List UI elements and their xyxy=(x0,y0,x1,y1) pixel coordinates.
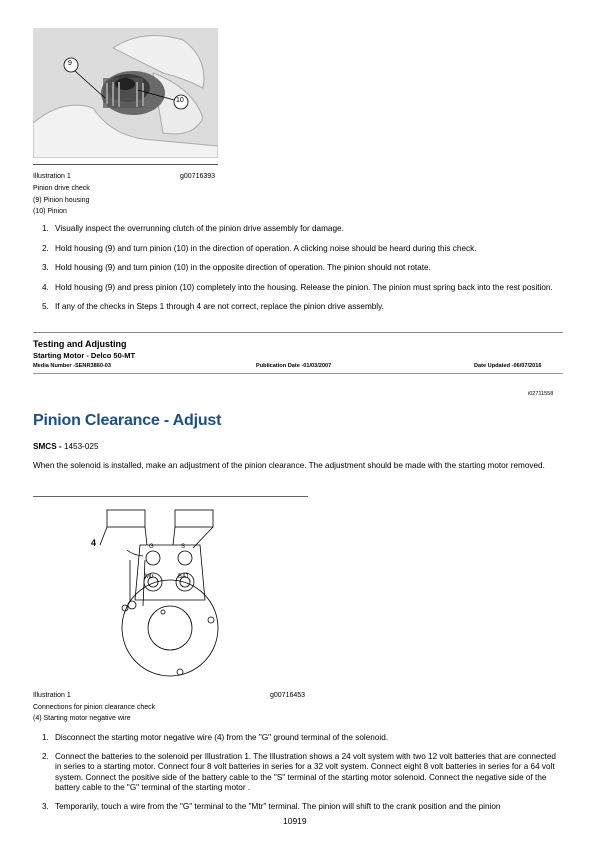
solenoid-connection-diagram xyxy=(85,500,255,685)
list-item: 2. Connect the batteries to the solenoid per Illustration 1. The Illustration shows a 24 volt system with two 12 volt batteries that are connected in series to a starting motor. Connect four 8 volt batteries in series for a 32 volt system. Connect eight 8 volt batteries in series for a 64 volt system. Connect the positive side of the battery cable to the "S" terminal of the starting motor solenoid. Connect the negative side of the battery cable to the "G" terminal of the starting motor . xyxy=(42,751,556,792)
illustration-title: Pinion drive check xyxy=(33,185,90,192)
list-item: 3. Hold housing (9) and turn pinion (10) in the opposite direction of operation. The pinion should not rotate. xyxy=(42,263,431,272)
illustration-item: (4) Starting motor negative wire xyxy=(33,715,131,722)
terminal-s-label: S xyxy=(181,544,186,550)
pinion-drive-photo xyxy=(33,28,218,158)
illustration-code: g00716453 xyxy=(270,692,306,699)
illustration-label: Illustration 1 xyxy=(33,692,71,699)
illustration-code: g00716393 xyxy=(180,173,216,180)
publication-date: Publication Date -01/03/2007 xyxy=(256,363,332,369)
terminal-mtr-label: Mtr xyxy=(145,574,154,580)
list-item: 1. Disconnect the starting motor negative wire (4) from the "G" ground terminal of the solenoid. xyxy=(42,733,389,742)
terminal-g-label: G xyxy=(149,544,154,550)
pinion-check-steps xyxy=(33,224,563,313)
illustration-title: Connections for pinion clearance check xyxy=(33,704,156,711)
page-number: 10919 xyxy=(283,816,307,826)
intro-paragraph: When the solenoid is installed, make an adjustment of the pinion clearance. The adjustment should be made with the starting motor removed. xyxy=(33,461,545,470)
doc-header-subtitle: Starting Motor - Delco 50-MT xyxy=(33,351,136,360)
document-id: i02711558 xyxy=(528,391,554,397)
smcs-line xyxy=(33,441,99,452)
list-item: 1. Visually inspect the overrunning clutch of the pinion drive assembly for damage. xyxy=(42,224,344,233)
caption-rule xyxy=(33,164,218,165)
terminal-bat-label: BAT xyxy=(178,574,190,580)
smcs-label: SMCS - xyxy=(33,442,62,451)
list-item: 2. Hold housing (9) and turn pinion (10) in the direction of operation. A clicking noise should be heard during this check. xyxy=(42,243,477,253)
list-item: 3. Temporarily, touch a wire from the "G" terminal to the "Mtr" terminal. The pinion will shift to the crank position and the pinion xyxy=(42,801,501,811)
section-divider xyxy=(33,332,563,333)
media-number: Media Number -SENR3860-03 xyxy=(33,363,112,369)
date-updated: Date Updated -06/07/2016 xyxy=(474,363,542,369)
doc-header-title: Testing and Adjusting xyxy=(33,339,127,349)
callout-4: 4 xyxy=(91,538,97,548)
page-title: Pinion Clearance - Adjust xyxy=(33,412,222,429)
illustration-item: (10) Pinion xyxy=(33,208,67,215)
callout-9: 9 xyxy=(68,60,72,67)
smcs-code: 1453-025 xyxy=(63,442,99,451)
list-item: 4. Hold housing (9) and press pinion (10) completely into the housing. Release the pinion. The pinion must spring back into the rest position. xyxy=(42,282,553,292)
pinion-clearance-steps xyxy=(33,733,563,812)
list-item: 5. If any of the checks in Steps 1 through 4 are not correct, replace the pinion drive assembly. xyxy=(42,302,384,311)
header-rule xyxy=(33,373,563,374)
illustration-item: (9) Pinion housing xyxy=(33,197,90,204)
callout-10: 10 xyxy=(176,97,184,104)
figure-rule xyxy=(33,496,308,497)
illustration-label: Illustration 1 xyxy=(33,173,71,180)
